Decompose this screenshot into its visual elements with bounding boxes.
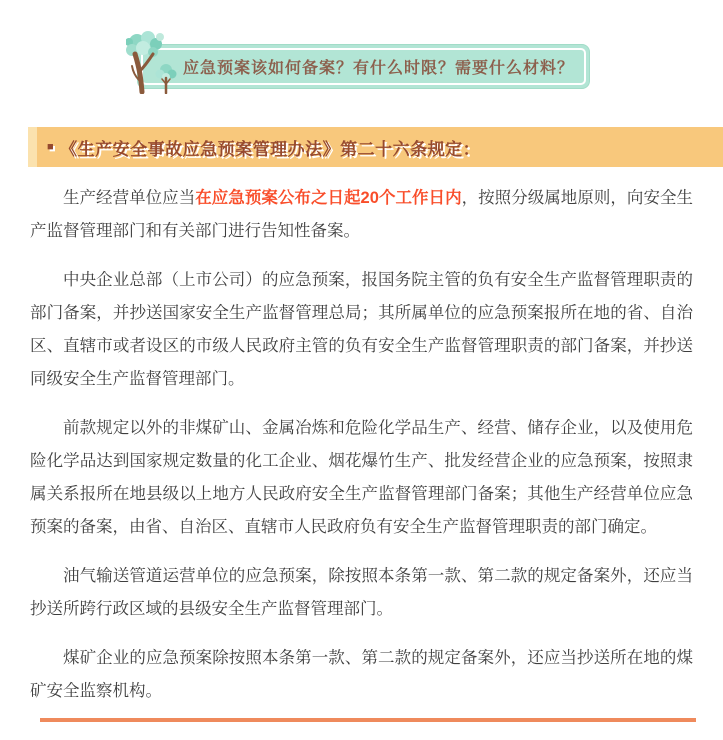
bottom-divider	[40, 718, 696, 722]
tree-icon	[126, 30, 178, 94]
header-banner	[137, 44, 590, 89]
paragraph-1	[30, 182, 693, 248]
paragraph-2: 中央企业总部（上市公司）的应急预案，报国务院主管的负有安全生产监督管理职责的部门备案，并抄送国家安全生产监督管理总局；其所属单位的应急预案报所在地的省、自治区、直辖市或者设区的市级人民政府主管的负有安全生产监督管理职责的部门备案，并抄送同级安全生产监督管理部门。	[30, 271, 693, 388]
section-header-accent	[28, 127, 37, 167]
paragraph-text: 生产经营单位应当	[63, 189, 196, 207]
paragraph-4: 油气输送管道运营单位的应急预案，除按照本条第一款、第二款的规定备案外，还应当抄送所跨行政区域的县级安全生产监督管理部门。	[30, 567, 693, 618]
section-header-main	[37, 127, 723, 167]
header-title: 应急预案该如何备案？有什么时限？需要什么材料？	[182, 60, 574, 77]
article-body	[30, 182, 693, 708]
highlight-text: 在应急预案公布之日起20个工作日内	[195, 189, 462, 207]
paragraph-text: ，按照分级属地原则，向安全生产监督管理部门和有关部门进行告知性备案。	[30, 189, 694, 240]
section-title: 《生产安全事故应急预案管理办法》第二十六条规定：	[60, 139, 481, 159]
square-bullet-icon: ■	[47, 140, 55, 153]
paragraph-5: 煤矿企业的应急预案除按照本条第一款、第二款的规定备案外，还应当抄送所在地的煤矿安全监察机构。	[30, 649, 693, 700]
section-header	[28, 127, 723, 167]
paragraph-3: 前款规定以外的非煤矿山、金属冶炼和危险化学品生产、经营、储存企业，以及使用危险化学品达到国家规定数量的化工企业、烟花爆竹生产、批发经营企业的应急预案，按照隶属关系报所在地县级以上地方人民政府安全生产监督管理部门备案；其他生产经营单位应急预案的备案，由省、自治区、直辖市人民政府负有安全生产监督管理职责的部门确定。	[30, 419, 693, 536]
